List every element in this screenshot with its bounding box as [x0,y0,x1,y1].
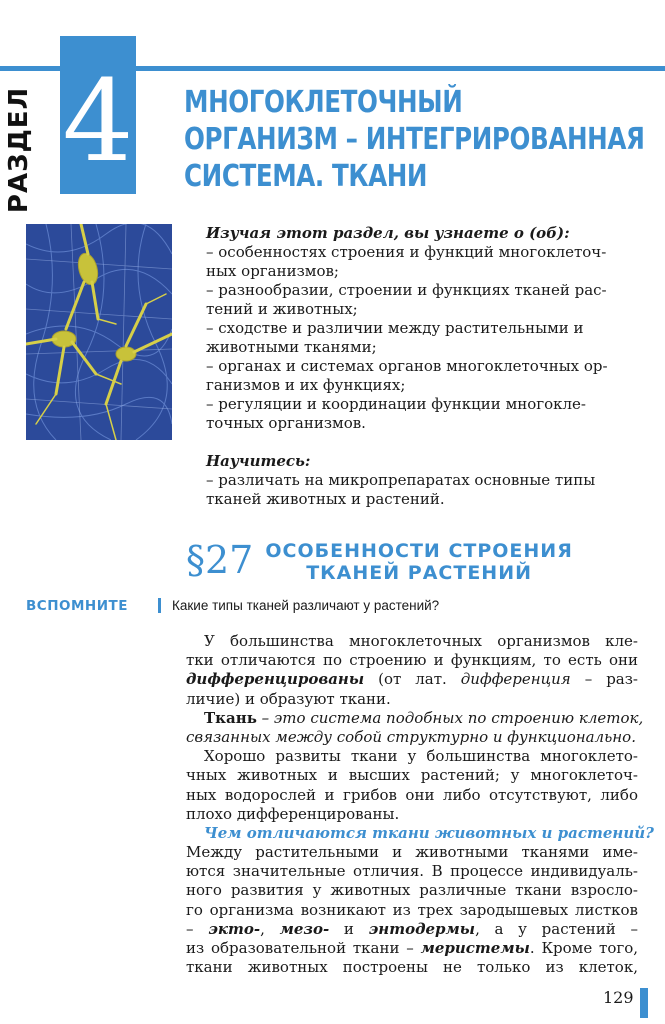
chapter-title [184,84,645,195]
learning-goal-line: – особенностях строения и функций многоклеточ- [206,243,607,261]
body-line: го организма возникают из трех зародышевых листков [186,900,638,919]
learning-goal-line: ганизмов и их функциях; [206,376,406,394]
body-line: ются значительные отличия. В процессе индивидуаль- [186,862,638,881]
learning-goals-heading: Изучая этот раздел, вы узнаете о (об): [206,224,570,242]
body-line: ткани животных построены не только из клеток, [186,958,638,977]
body-line: У большинства многоклеточных организмов кле- [204,632,638,650]
paragraph-title [265,540,572,584]
chapter-title-line: МНОГОКЛЕТОЧНЫЙ [184,85,463,120]
section-number: 4 [62,57,134,187]
learning-goal-line: – органах и системах органов многоклеточных ор- [206,357,608,375]
body-line: личие) и образуют ткани. [186,689,391,708]
term: дифференцированы [186,670,365,689]
body-line: Хорошо развиты ткани у большинства многоклето- [204,747,638,766]
body-line: плохо дифференцированы. [186,804,400,823]
learning-goal-line: – разнообразии, строении и функциях тканей рас- [206,281,607,299]
definition-line: Ткань – это система подобных по строению клеток, [204,708,644,727]
paragraph-title-line: ТКАНЕЙ РАСТЕНИЙ [306,562,532,584]
body-line: – экто-, мезо- и энтодермы, а у растений – [186,919,638,938]
term: мезо- [279,919,330,938]
body-line: тки отличаются по строению и функциям, то есть они [186,651,638,670]
chapter-title-line: ОРГАНИЗМ – ИНТЕГРИРОВАННАЯ [184,122,645,157]
body-line: дифференцированы (от лат. дифференция – раз- [186,670,638,689]
body-text [186,632,654,977]
paragraph-title-line: ОСОБЕННОСТИ СТРОЕНИЯ [265,540,573,562]
recall-question: Какие типы тканей различают у растений? [172,598,440,613]
term: дифференция [460,670,571,689]
page-number: 129 [603,988,634,1007]
chapter-title-line: СИСТЕМА. ТКАНИ [184,159,428,194]
term: Ткань [204,708,257,727]
skills-goals [206,452,636,509]
skill-line: тканей животных и растений. [206,490,445,508]
skills-heading: Научитесь: [206,452,311,470]
skill-line: – различать на микропрепаратах основные типы [206,471,596,489]
learning-goal-line: животными тканями; [206,338,377,356]
body-line: чных животных и высших растений; у многоклеточ- [186,766,638,785]
body-line: Между растительными и животными тканями име- [186,843,638,862]
section-label: РАЗДЕЛ [4,86,35,214]
learning-goal-line: – сходстве и различии между растительными и [206,319,584,337]
term: экто- [208,919,261,938]
neuron-micrograph-image [26,224,172,440]
body-line: ного развития у животных различные ткани взросло- [186,881,638,900]
term: меристемы [420,939,530,957]
subsection-question: Чем отличаются ткани животных и растений? [204,823,654,842]
page-marker [640,988,648,1018]
section-number-box [60,36,136,194]
learning-goal-line: – регуляции и координации функции многокле- [206,395,587,413]
learning-goal-line: тений и животных; [206,300,358,318]
learning-goals [206,224,636,433]
recall-label: ВСПОМНИТЕ [26,598,128,614]
learning-goal-line: точных организмов. [206,414,366,432]
term: энтодермы [368,919,476,938]
paragraph-number: §27 [186,538,254,582]
learning-goal-line: ных организмов; [206,262,339,280]
recall-marker [158,598,161,613]
body-line: ных водорослей и грибов они либо отсутствуют, либо [186,785,638,804]
body-line: из образовательной ткани – меристемы. Кроме того, [186,939,639,957]
paragraph-heading [186,540,573,584]
definition-line: связанных между собой структурно и функционально. [186,727,636,746]
